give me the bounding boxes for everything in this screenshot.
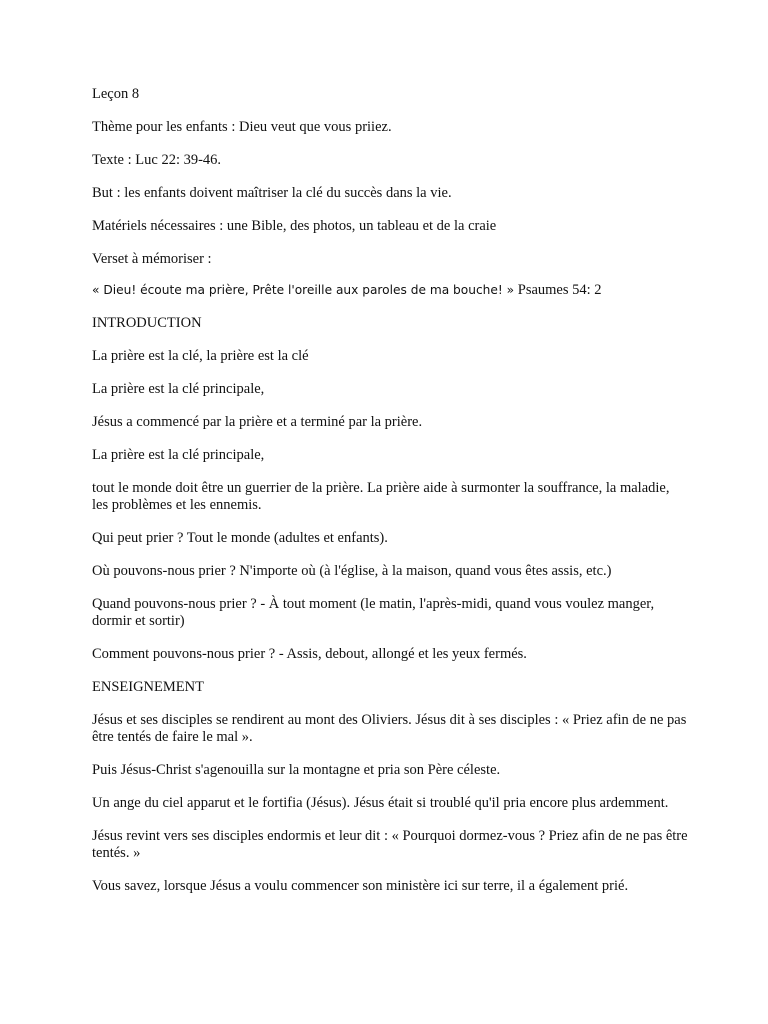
intro-paragraph: Qui peut prier ? Tout le monde (adultes et enfants). bbox=[92, 530, 388, 546]
document-page bbox=[92, 86, 688, 911]
intro-paragraph: La prière est la clé principale, bbox=[92, 381, 265, 397]
materials-needed: Matériels nécessaires : une Bible, des photos, un tableau et de la craie bbox=[92, 218, 497, 234]
teaching-paragraph: Puis Jésus-Christ s'agenouilla sur la montagne et pria son Père céleste. bbox=[92, 762, 501, 778]
teaching-paragraph: Jésus revint vers ses disciples endormis et leur dit : « Pourquoi dormez-vous ? Priez afin de ne pas être tentés. » bbox=[92, 828, 688, 861]
intro-paragraph: Comment pouvons-nous prier ? - Assis, debout, allongé et les yeux fermés. bbox=[92, 646, 527, 662]
intro-paragraph: Où pouvons-nous prier ? N'importe où (à l'église, à la maison, quand vous êtes assis, etc.) bbox=[92, 563, 612, 579]
intro-paragraph: tout le monde doit être un guerrier de la prière. La prière aide à surmonter la souffrance, la maladie, les problèmes et les ennemis. bbox=[92, 480, 670, 513]
section-heading-introduction: INTRODUCTION bbox=[92, 315, 202, 331]
text-reference: Texte : Luc 22: 39-46. bbox=[92, 152, 222, 168]
memory-verse-reference: Psaumes 54: 2 bbox=[514, 282, 602, 298]
lesson-theme: Thème pour les enfants : Dieu veut que vous priiez. bbox=[92, 119, 392, 135]
teaching-paragraph: Vous savez, lorsque Jésus a voulu commencer son ministère ici sur terre, il a également prié. bbox=[92, 878, 629, 894]
intro-paragraph: La prière est la clé principale, bbox=[92, 447, 265, 463]
memory-verse bbox=[92, 282, 688, 299]
lesson-goal: But : les enfants doivent maîtriser la clé du succès dans la vie. bbox=[92, 185, 452, 201]
intro-paragraph: La prière est la clé, la prière est la clé bbox=[92, 348, 309, 364]
teaching-paragraph: Jésus et ses disciples se rendirent au mont des Oliviers. Jésus dit à ses disciples : « Priez afin de ne pas être tentés de faire le mal ». bbox=[92, 712, 687, 745]
memory-verse-quote: « Dieu! écoute ma prière, Prête l'oreille aux paroles de ma bouche! » bbox=[92, 283, 515, 297]
memory-verse-label: Verset à mémoriser : bbox=[92, 251, 212, 267]
intro-paragraph: Quand pouvons-nous prier ? - À tout moment (le matin, l'après-midi, quand vous voulez manger, dormir et sortir) bbox=[92, 596, 655, 629]
teaching-paragraph: Un ange du ciel apparut et le fortifia (Jésus). Jésus était si troublé qu'il pria encore plus ardemment. bbox=[92, 795, 669, 811]
section-heading-teaching: ENSEIGNEMENT bbox=[92, 679, 204, 695]
intro-paragraph: Jésus a commencé par la prière et a terminé par la prière. bbox=[92, 414, 423, 430]
lesson-title: Leçon 8 bbox=[92, 86, 140, 102]
